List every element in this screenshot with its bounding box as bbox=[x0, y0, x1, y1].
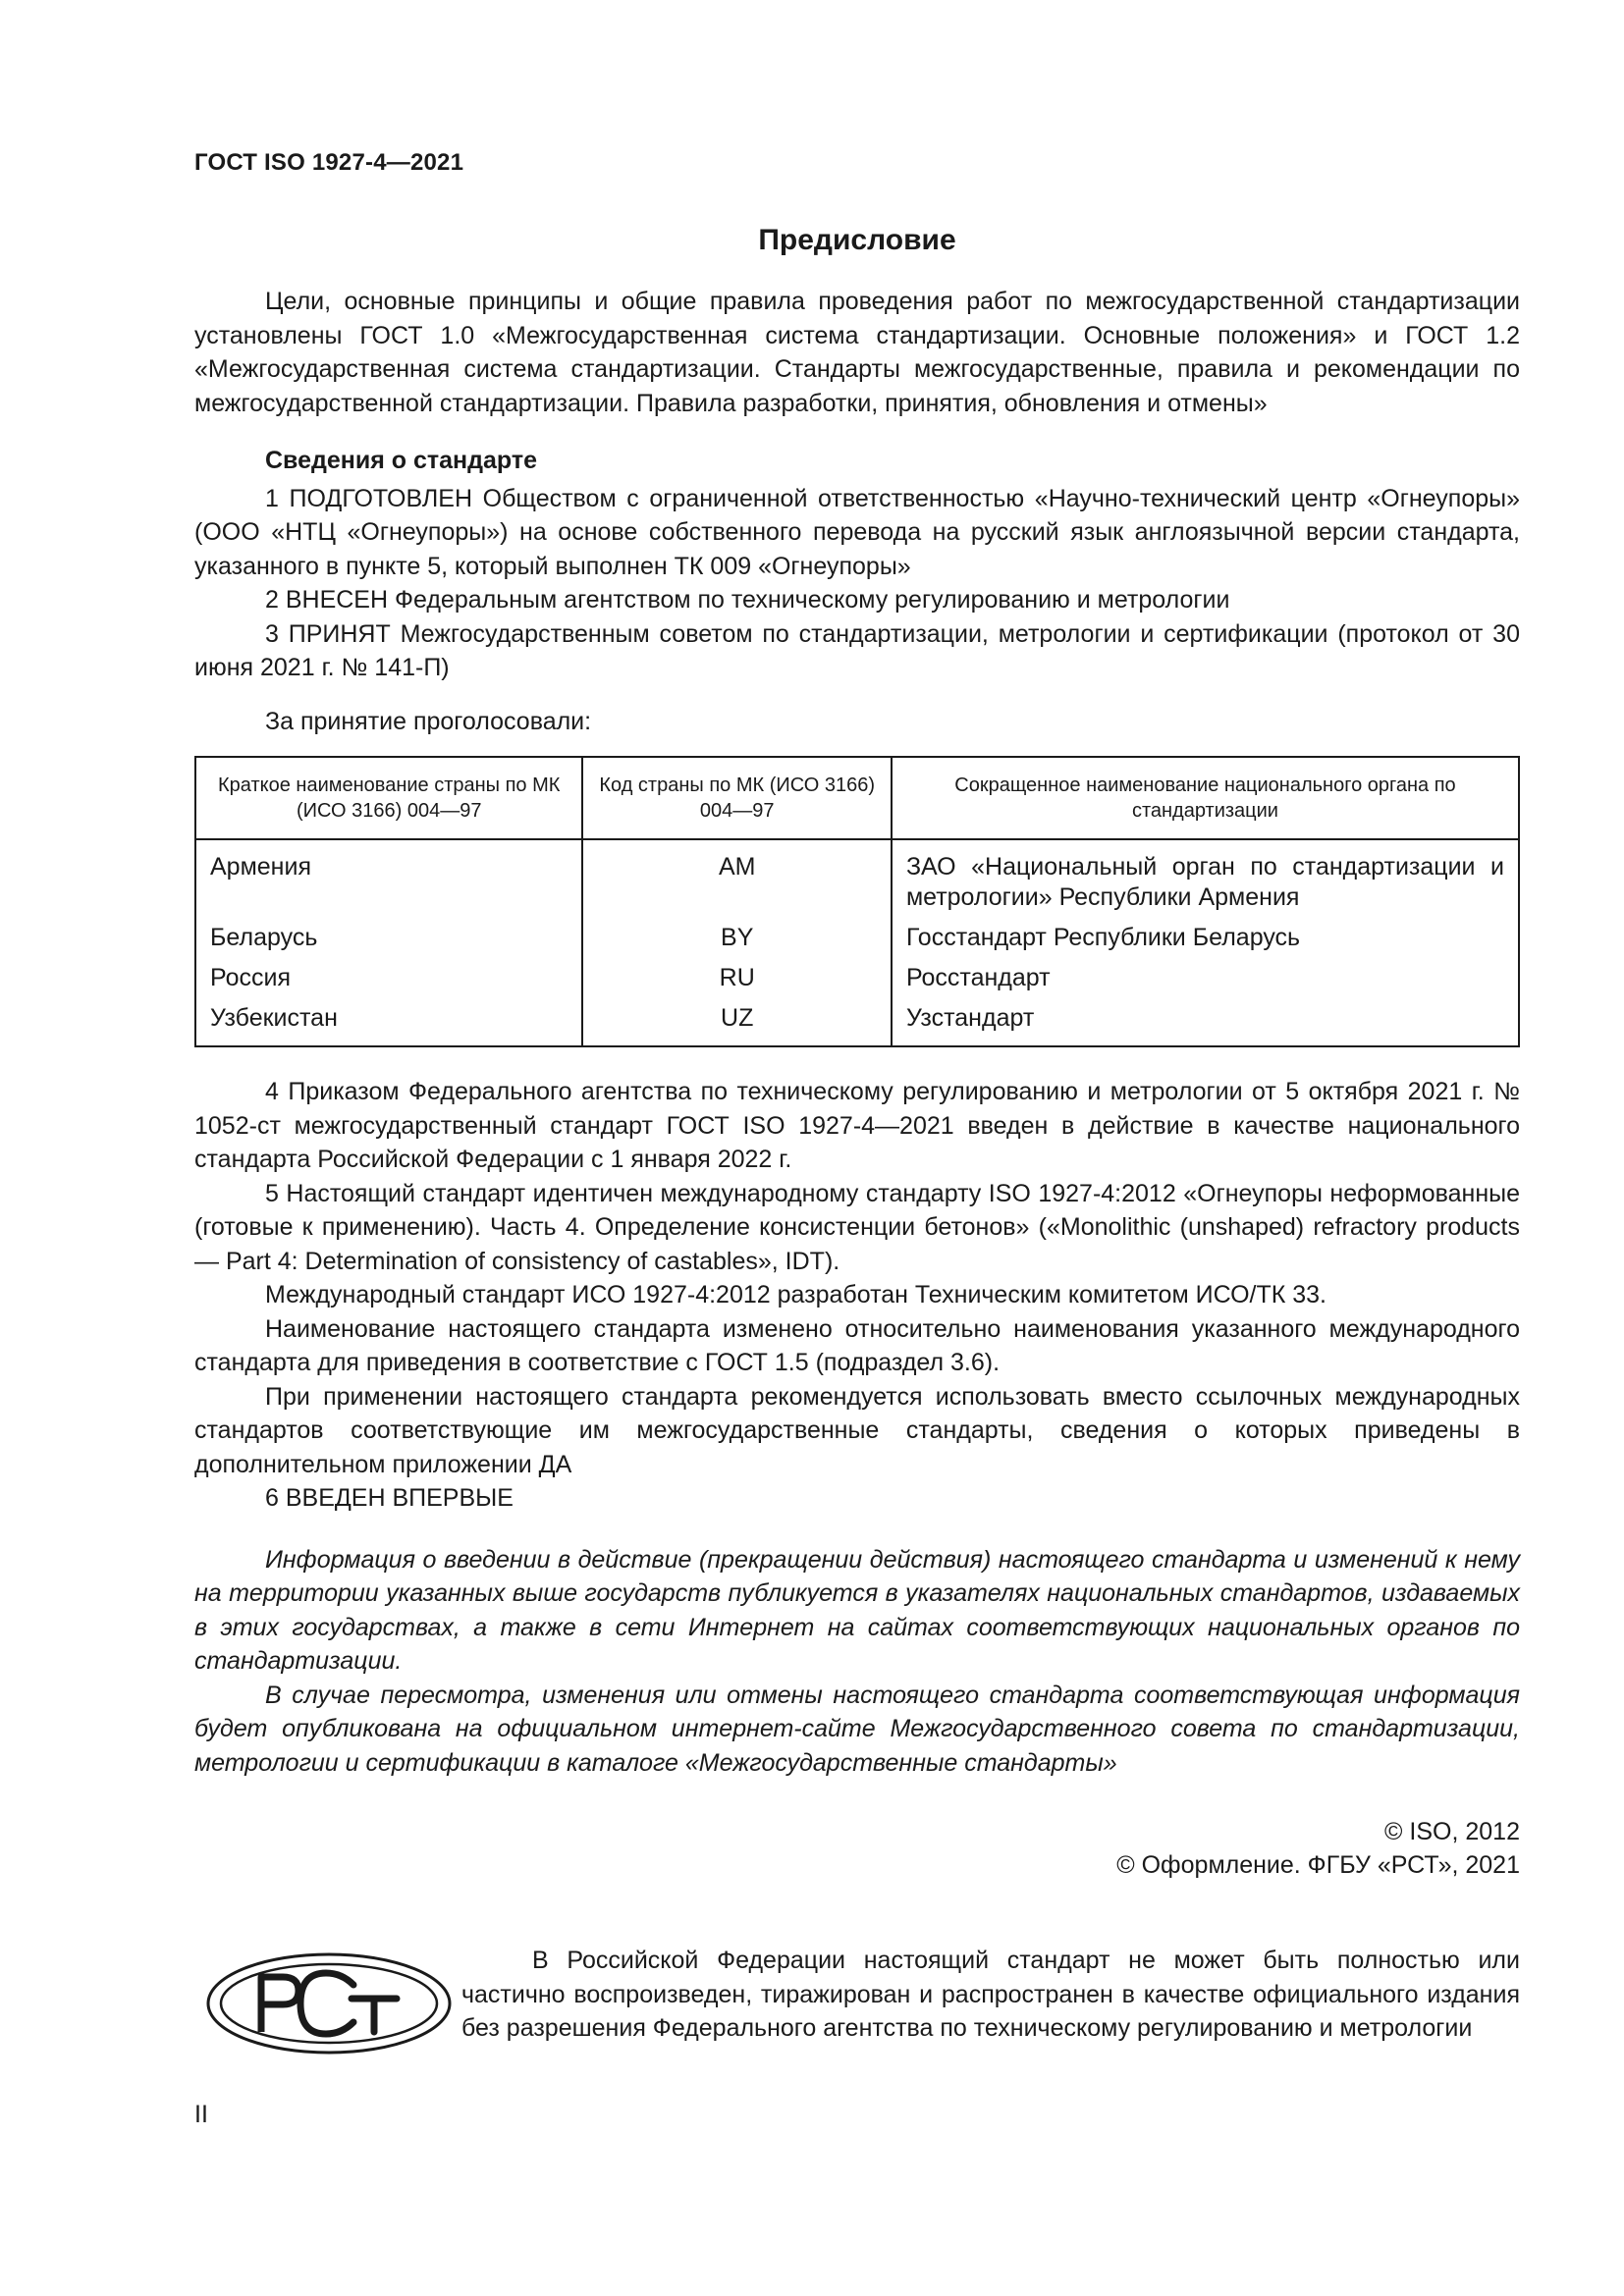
item-1-paragraph: 1 ПОДГОТОВЛЕН Обществом с ограниченной ответственностью «Научно-технический центр «Огнеупоры» (ООО «НТЦ «Огнеупоры») на основе собственного перевода на русский язык англоязычной версии стандарта, указанного в пункте 5, который выполнен ТК 009 «Огнеупоры» bbox=[194, 484, 1520, 580]
cell-country: Беларусь bbox=[195, 918, 582, 958]
page-title: Предисловие bbox=[758, 224, 956, 256]
intro-paragraph: Цели, основные принципы и общие правила проведения работ по межгосударственной стандартизации установлены ГОСТ 1.0 «Межгосударственная система стандартизации. Основные положения» и ГОСТ 1.2 «Межгосударственная система стандартизации. Стандарты межгосударственные, правила и рекомендации по межгосударственной стандартизации. Правила разработки, принятия, обновления и отмены» bbox=[194, 288, 1520, 417]
document-code: ГОСТ ISO 1927-4—2021 bbox=[194, 149, 464, 176]
copyright-iso: © ISO, 2012 bbox=[1384, 1818, 1520, 1845]
table-row bbox=[195, 958, 1519, 998]
voting-table bbox=[194, 756, 1520, 1047]
cell-org: ЗАО «Национальный орган по стандартизации и метрологии» Республики Армения bbox=[892, 839, 1519, 918]
item-6-paragraph: 6 ВВЕДЕН ВПЕРВЫЕ bbox=[265, 1484, 514, 1512]
column-header-country: Краткое наименование страны по МК (ИСО 3166) 004—97 bbox=[195, 757, 582, 839]
main-content bbox=[194, 285, 1520, 1882]
column-header-org: Сокращенное наименование национального органа по стандартизации bbox=[892, 757, 1519, 839]
table-header-row bbox=[195, 757, 1519, 839]
cell-code: AM bbox=[582, 839, 891, 918]
item-2-paragraph: 2 ВНЕСЕН Федеральным агентством по техническому регулированию и метрологии bbox=[265, 586, 1230, 614]
cell-org: Росстандарт bbox=[892, 958, 1519, 998]
rst-certification-mark-icon bbox=[204, 1949, 455, 2057]
item-4-paragraph: 4 Приказом Федерального агентства по техническому регулированию и метрологии от 5 октября 2021 г. № 1052-ст межгосударственный стандарт ГОСТ ISO 1927-4—2021 введен в действие в качестве национального стандарта Российской Федерации с 1 января 2022 г. bbox=[194, 1078, 1520, 1173]
item-5-note-committee: Международный стандарт ИСО 1927-4:2012 разработан Техническим комитетом ИСО/ТК 33. bbox=[265, 1281, 1326, 1308]
copyright-rst: © Оформление. ФГБУ «РСТ», 2021 bbox=[1116, 1851, 1520, 1879]
info-paragraph-1: Информация о введении в действие (прекращении действия) настоящего стандарта и изменений к нему на территории указанных выше государств публикуется в указателях национальных стандартов, издаваемых в этих государствах, а также в сети Интернет на сайтах соответствующих национальных органов по стандартизации. bbox=[194, 1545, 1520, 1675]
item-3-paragraph: 3 ПРИНЯТ Межгосударственным советом по стандартизации, метрологии и сертификации (протокол от 30 июня 2021 г. № 141-П) bbox=[194, 619, 1520, 681]
cell-org: Госстандарт Республики Беларусь bbox=[892, 918, 1519, 958]
cell-code: RU bbox=[582, 958, 891, 998]
table-row bbox=[195, 998, 1519, 1046]
rights-paragraph: В Российской Федерации настоящий стандарт не может быть полностью или частично воспроизведен, тиражирован и распространен в качестве официального издания без разрешения Федерального агентства по техническому регулированию и метрологии bbox=[461, 1947, 1520, 2042]
cell-code: BY bbox=[582, 918, 891, 958]
section-heading: Сведения о стандарте bbox=[265, 447, 538, 474]
column-header-code: Код страны по МК (ИСО 3166) 004—97 bbox=[582, 757, 891, 839]
copyright-block bbox=[194, 1815, 1520, 1882]
page-number: II bbox=[194, 2101, 208, 2128]
table-row bbox=[195, 839, 1519, 918]
info-paragraph-2: В случае пересмотра, изменения или отмены настоящего стандарта соответствующая информация будет опубликована на официальном интернет-сайте Межгосударственного совета по стандартизации, метрологии и сертификации в каталоге «Межгосударственные стандарты» bbox=[194, 1681, 1520, 1777]
voted-label: За принятие проголосовали: bbox=[265, 707, 592, 735]
cell-code: UZ bbox=[582, 998, 891, 1046]
item-5-note-references: При применении настоящего стандарта рекомендуется использовать вместо ссылочных международных стандартов соответствующие им межгосударственные стандарты, сведения о которых приведены в дополнительном приложении ДА bbox=[194, 1382, 1520, 1478]
item-5-paragraph: 5 Настоящий стандарт идентичен международному стандарту ISO 1927-4:2012 «Огнеупоры неформованные (готовые к применению). Часть 4. Определение консистенции бетонов» («Monolithic (unshaped) refractory products — Part 4: Determination of consistency of castables», IDT). bbox=[194, 1179, 1520, 1275]
cell-org: Узстандарт bbox=[892, 998, 1519, 1046]
cell-country: Узбекистан bbox=[195, 998, 582, 1046]
cell-country: Армения bbox=[195, 839, 582, 918]
item-5-note-name: Наименование настоящего стандарта изменено относительно наименования указанного международного стандарта для приведения в соответствие с ГОСТ 1.5 (подраздел 3.6). bbox=[194, 1314, 1520, 1376]
table-row bbox=[195, 918, 1519, 958]
cell-country: Россия bbox=[195, 958, 582, 998]
